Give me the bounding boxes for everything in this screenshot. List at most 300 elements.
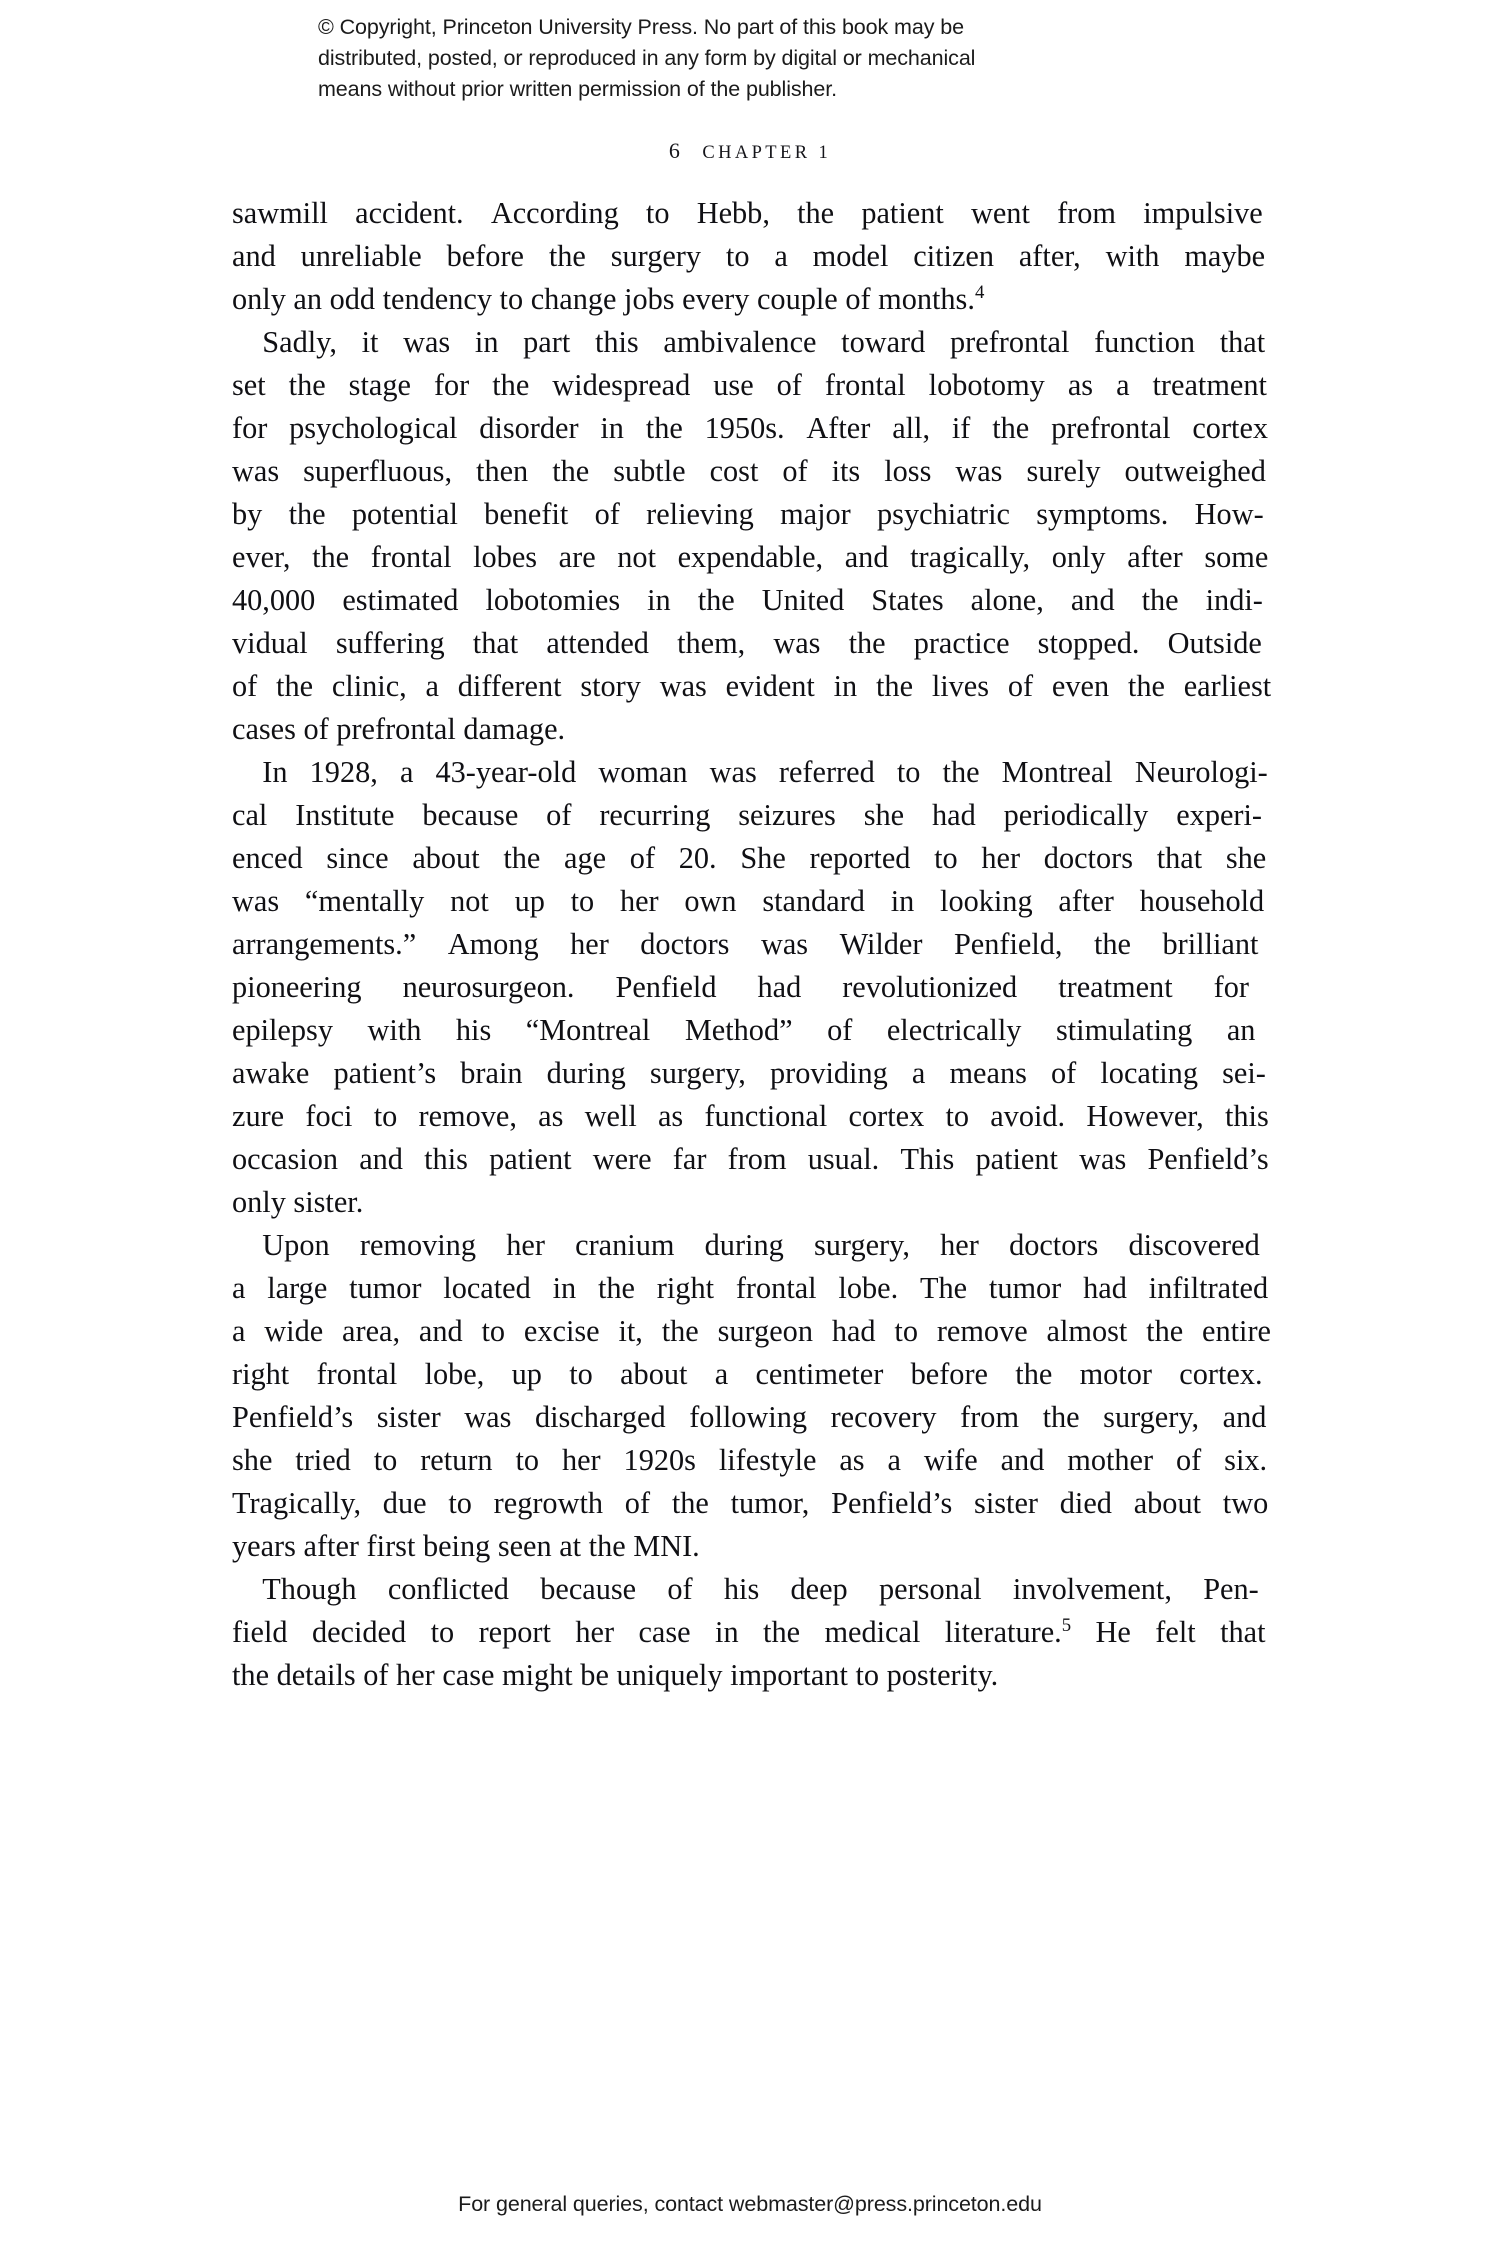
text-word: subtle [613, 454, 686, 488]
text-word: seizures [738, 798, 836, 832]
text-word: of [782, 454, 808, 488]
text-word: she [1225, 841, 1267, 875]
text-word: to [896, 755, 921, 789]
text-word: an [1226, 1013, 1256, 1047]
text-word: of [629, 841, 656, 875]
text-word: was [464, 1400, 512, 1434]
text-word: experi- [1176, 798, 1263, 832]
text-word: Penfield’s [831, 1486, 953, 1520]
text-word: looking [940, 884, 1033, 918]
text-word: She [740, 841, 786, 875]
text-line [232, 880, 1290, 923]
text-word: mother [1067, 1443, 1154, 1477]
text-word: Pen- [1203, 1572, 1259, 1606]
text-word: vidual [232, 626, 308, 660]
copyright-line-2: distributed, posted, or reproduced in any form by digital or mechanical [318, 46, 976, 70]
text-word: conflicted [387, 1572, 509, 1606]
text-word: prefrontal [1051, 411, 1171, 445]
text-word: Tragically, [232, 1486, 362, 1520]
text-word: for [433, 368, 470, 402]
text-word: superfluous, [303, 454, 453, 488]
text-word: providing [769, 1056, 888, 1090]
text-word: the [645, 411, 683, 445]
text-word: as [1067, 368, 1094, 402]
footnote-marker[interactable]: 4 [974, 281, 985, 303]
text-word: The [919, 1271, 968, 1305]
text-word: surgery, [1103, 1400, 1200, 1434]
text-word: right [232, 1357, 290, 1391]
text-word: Though [232, 1572, 357, 1606]
text-line [232, 407, 1290, 450]
text-word: in [715, 1615, 739, 1649]
text-word: this [1224, 1099, 1269, 1133]
text-word: entire [1202, 1314, 1271, 1348]
text-word: that [472, 626, 519, 660]
text-word: had [757, 970, 802, 1004]
text-word: of [827, 1013, 853, 1047]
text-line [232, 1310, 1290, 1353]
text-word: outweighed [1124, 454, 1266, 488]
text-word: Method” [684, 1013, 793, 1047]
text-word: as [538, 1099, 564, 1133]
text-word: stopped. [1037, 626, 1140, 660]
text-word: for [1213, 970, 1249, 1004]
text-word: the [288, 368, 326, 402]
text-word: lobes [473, 540, 538, 574]
text-word: her [506, 1228, 545, 1262]
text-word: of [624, 1486, 651, 1520]
text-word: awake [232, 1056, 310, 1090]
text-word: the [876, 669, 914, 703]
text-word: of [546, 798, 572, 832]
text-word: was [232, 454, 280, 488]
text-word: model [812, 239, 889, 273]
text-word: if [951, 411, 971, 445]
text-word: symptoms. [1036, 497, 1169, 531]
text-word: ambivalence [663, 325, 817, 359]
text-word: had [831, 1314, 876, 1348]
text-word: after [1058, 884, 1114, 918]
text-word: it [361, 325, 379, 359]
text-word: her [619, 884, 659, 918]
text-word: Neurologi- [1134, 755, 1268, 789]
text-word: surgery, [649, 1056, 746, 1090]
text-line [232, 536, 1290, 579]
text-word: the [1127, 669, 1165, 703]
text-word: and [418, 1314, 463, 1348]
text-word: she [863, 798, 905, 832]
text-word: her [575, 1615, 615, 1649]
text-word: before [910, 1357, 988, 1391]
text-word: from [1057, 196, 1116, 230]
text-word: and [844, 540, 889, 574]
text-word: stage [348, 368, 411, 402]
text-word: function [1094, 325, 1196, 359]
text-word: practice [913, 626, 1010, 660]
para-sawmill [232, 192, 1290, 321]
text-word: as [657, 1099, 684, 1133]
text-word: and [1070, 583, 1115, 617]
text-word: large [267, 1271, 328, 1305]
text-word: citizen [913, 239, 994, 273]
text-word: patient [975, 1142, 1058, 1176]
text-word: Penfield, [953, 927, 1063, 961]
text-word: wide [264, 1314, 324, 1348]
text-word: lobe. [838, 1271, 899, 1305]
text-word: Wilder [839, 927, 923, 961]
text-word: by [232, 497, 263, 531]
text-word: and [359, 1142, 403, 1176]
text-word: 43-year-old [435, 755, 577, 789]
text-word: remove, [418, 1099, 517, 1133]
text-line [232, 235, 1290, 278]
text-word: this [424, 1142, 468, 1176]
text-word: only [1051, 540, 1106, 574]
text-word: with [1105, 239, 1160, 273]
text-word: treatment [1152, 368, 1267, 402]
text-line: only an odd tendency to change jobs every couple of months.$^4$ [232, 281, 985, 316]
text-word: expendable, [677, 540, 824, 574]
text-word: to [934, 841, 958, 875]
text-word: that [1219, 325, 1266, 359]
text-word: excise [523, 1314, 600, 1348]
text-word: field [232, 1615, 288, 1649]
text-word: almost [1046, 1314, 1128, 1348]
text-word: of [594, 497, 620, 531]
text-word: in [890, 884, 915, 918]
text-word: 1928, [309, 755, 378, 789]
text-word: earliest [1183, 669, 1272, 703]
text-word: ever, [232, 540, 291, 574]
text-word: the [671, 1486, 709, 1520]
text-word: a [774, 239, 788, 273]
text-word: with [367, 1013, 422, 1047]
text-word: some [1204, 540, 1269, 574]
text-word: the [503, 841, 541, 875]
text-word: cranium [575, 1228, 675, 1262]
text-word: was [773, 626, 821, 660]
text-word: the [697, 583, 735, 617]
text-word: major [780, 497, 851, 531]
text-word: to [945, 1099, 970, 1133]
text-word: cal [232, 798, 268, 832]
text-line: years after first being seen at the MNI. [232, 1529, 700, 1563]
text-word: use [713, 368, 754, 402]
text-word: discharged [534, 1400, 666, 1434]
text-word: his [455, 1013, 492, 1047]
text-line [232, 1095, 1290, 1138]
copyright-line-3: means without prior written permission of the publisher. [318, 77, 838, 101]
text-word: about [620, 1357, 688, 1391]
text-word: had [931, 798, 976, 832]
text-word: accident. [355, 196, 464, 230]
text-line [232, 1611, 1290, 1654]
text-word: reported [809, 841, 911, 875]
copyright-notice [318, 12, 1178, 105]
text-line: cases of prefrontal damage. [232, 712, 566, 746]
text-word: six. [1224, 1443, 1268, 1477]
text-word: potential [351, 497, 458, 531]
para-cranium [232, 1224, 1290, 1568]
text-word: before [446, 239, 524, 273]
text-word: the [312, 540, 350, 574]
text-line [232, 1138, 1290, 1181]
text-word: How- [1194, 497, 1264, 531]
text-word: set [232, 368, 266, 402]
text-word: United [761, 583, 845, 617]
text-word: and [1222, 1400, 1267, 1434]
text-word: a [911, 1056, 926, 1090]
text-line [232, 837, 1290, 880]
text-word: during [546, 1056, 626, 1090]
text-word: two [1222, 1486, 1269, 1520]
text-word: of [1051, 1056, 1077, 1090]
text-word: in [552, 1271, 577, 1305]
text-word: for [232, 411, 268, 445]
text-word: a [425, 669, 439, 703]
text-word: doctors [640, 927, 730, 961]
text-word: cost [709, 454, 759, 488]
text-word: her [561, 1443, 601, 1477]
text-word: to [515, 1443, 540, 1477]
text-word: neurosurgeon. [402, 970, 575, 1004]
text-word: “mentally [304, 884, 425, 918]
text-word: lobotomies [485, 583, 621, 617]
text-line [232, 493, 1290, 536]
text-word: means [949, 1056, 1027, 1090]
text-word: 40,000 [232, 583, 316, 617]
text-line [232, 1353, 1290, 1396]
text-word: the [288, 497, 326, 531]
text-word: then [476, 454, 529, 488]
text-word: revolutionized [842, 970, 1018, 1004]
text-word: Among [447, 927, 539, 961]
text-word: sister [376, 1400, 441, 1434]
text-word: up [514, 884, 545, 918]
text-word: locating [1100, 1056, 1198, 1090]
text-line [232, 321, 1290, 364]
text-word: from [960, 1400, 1020, 1434]
text-word: foci [305, 1099, 353, 1133]
text-word: was [659, 669, 707, 703]
text-line [232, 1224, 1290, 1267]
text-word: unreliable [300, 239, 422, 273]
text-word: infiltrated [1148, 1271, 1269, 1305]
text-word: to [430, 1615, 455, 1649]
text-word: tumor [349, 1271, 422, 1305]
text-word: it, [618, 1314, 643, 1348]
text-line [232, 1439, 1290, 1482]
text-word: remove [936, 1314, 1028, 1348]
text-word: the [661, 1314, 699, 1348]
text-word: alone, [970, 583, 1044, 617]
text-word: in [474, 325, 499, 359]
text-word: referred [778, 755, 875, 789]
text-word: impulsive [1143, 196, 1263, 230]
text-word: are [558, 540, 596, 574]
text-word: standard [762, 884, 865, 918]
text-word: patient [861, 196, 944, 230]
text-word: Hebb, [696, 196, 770, 230]
text-word: a [232, 1271, 246, 1305]
text-word: household [1139, 884, 1265, 918]
text-word: part [523, 325, 571, 359]
text-word: clinic, [331, 669, 407, 703]
text-word: to [725, 239, 750, 273]
text-word: report [478, 1615, 551, 1649]
text-word: were [592, 1142, 652, 1176]
text-word: sei- [1222, 1056, 1266, 1090]
text-word: located [443, 1271, 531, 1305]
text-word: the [1015, 1357, 1053, 1391]
text-word: return [420, 1443, 493, 1477]
text-word: story [580, 669, 641, 703]
text-word: from [727, 1142, 787, 1176]
text-word: died [1059, 1486, 1112, 1520]
text-word: Upon [232, 1228, 330, 1262]
text-word: brilliant [1162, 927, 1259, 961]
text-word: psychological [289, 411, 458, 445]
text-word: cortex. [1179, 1357, 1263, 1391]
text-word: evident [725, 669, 815, 703]
text-word: that [1220, 1615, 1266, 1649]
text-word: the [1093, 927, 1131, 961]
para-sadly [232, 321, 1290, 751]
text-word: of [667, 1572, 693, 1606]
text-word: removing [359, 1228, 476, 1262]
text-word: motor [1079, 1357, 1152, 1391]
text-word: indi- [1205, 583, 1263, 617]
text-word: frontal [735, 1271, 817, 1305]
text-word: woman [598, 755, 688, 789]
text-word: in [600, 411, 624, 445]
text-word: different [457, 669, 562, 703]
text-word: cortex [1192, 411, 1269, 445]
text-word: a [232, 1314, 246, 1348]
text-word: frontal [370, 540, 452, 574]
text-word: brain [460, 1056, 523, 1090]
text-word: following [689, 1400, 808, 1434]
text-word: literature.$^5$ [944, 1614, 1072, 1649]
text-word: personal [878, 1572, 982, 1606]
text-word: his [723, 1572, 760, 1606]
text-word: own [684, 884, 737, 918]
text-word: doctors [1043, 841, 1133, 875]
text-word: was [232, 884, 280, 918]
text-word: benefit [484, 497, 569, 531]
text-word: suffering [335, 626, 445, 660]
text-word: recurring [599, 798, 711, 832]
text-word: zure [232, 1099, 285, 1133]
text-word: electrically [886, 1013, 1022, 1047]
text-word: of [1176, 1443, 1202, 1477]
text-word: According [490, 196, 619, 230]
text-word: all, [892, 411, 931, 445]
text-word: periodically [1003, 798, 1149, 832]
text-word: had [1083, 1271, 1127, 1305]
text-word: during [704, 1228, 784, 1262]
text-word: maybe [1184, 239, 1266, 273]
text-word: was [1079, 1142, 1127, 1176]
text-word: to [569, 1357, 593, 1391]
text-word: was [955, 454, 1003, 488]
text-word: estimated [342, 583, 459, 617]
text-word: to [373, 1099, 398, 1133]
text-word: up [511, 1357, 542, 1391]
text-word: psychiatric [877, 497, 1010, 531]
text-line [232, 1396, 1290, 1439]
text-word: functional [704, 1099, 828, 1133]
text-line [232, 1568, 1290, 1611]
body-text [232, 192, 1290, 1697]
text-word: tumor [988, 1271, 1062, 1305]
text-line: the details of her case might be uniquely important to posterity. [232, 1658, 999, 1692]
text-word: stimulating [1055, 1013, 1193, 1047]
text-word: the [552, 454, 590, 488]
text-word: case [638, 1615, 691, 1649]
text-word: this [594, 325, 639, 359]
text-line [232, 450, 1290, 493]
text-word: her [570, 927, 609, 961]
text-word: tumor, [730, 1486, 810, 1520]
text-word: He [1095, 1615, 1131, 1649]
text-word: “Montreal [525, 1013, 651, 1047]
text-word: Penfield’s [232, 1400, 354, 1434]
text-word: even [1051, 669, 1110, 703]
text-word: In [232, 755, 288, 789]
text-word: 1950s. [704, 411, 785, 445]
text-word: area, [342, 1314, 401, 1348]
text-word: However, [1086, 1099, 1204, 1133]
text-word: a [714, 1357, 729, 1391]
text-word: the [597, 1271, 635, 1305]
text-word: attended [546, 626, 649, 660]
footnote-marker[interactable]: 5 [1061, 1614, 1072, 1636]
text-word: States [871, 583, 944, 617]
text-line [232, 192, 1290, 235]
text-word: Institute [295, 798, 395, 832]
text-line [232, 364, 1290, 407]
text-word: due [382, 1486, 427, 1520]
text-word: decided [311, 1615, 407, 1649]
text-word: treatment [1058, 970, 1173, 1004]
text-word: Outside [1167, 626, 1262, 660]
text-word: discovered [1128, 1228, 1260, 1262]
text-line: only sister. [232, 1185, 364, 1219]
text-word: to [645, 196, 670, 230]
text-word: sawmill [232, 196, 328, 230]
text-word: about [1133, 1486, 1202, 1520]
text-word: she [232, 1443, 273, 1477]
text-word: to [481, 1314, 506, 1348]
text-word: a [1116, 368, 1130, 402]
text-word: the [276, 669, 314, 703]
footer-query-line: For general queries, contact webmaster@press.princeton.edu [458, 2192, 1042, 2216]
text-word: pioneering [232, 970, 362, 1004]
text-word: involvement, [1012, 1572, 1172, 1606]
text-word: patient’s [333, 1056, 437, 1090]
text-word: regrowth [493, 1486, 604, 1520]
text-word: Penfield’s [1147, 1142, 1269, 1176]
text-word: far [672, 1142, 707, 1176]
text-word: after [1127, 540, 1183, 574]
text-word: surgery, [813, 1228, 910, 1262]
text-line [232, 665, 1290, 708]
text-word: centimeter [755, 1357, 884, 1391]
text-word: in [833, 669, 858, 703]
text-word: This [900, 1142, 955, 1176]
text-word: deep [790, 1572, 848, 1606]
